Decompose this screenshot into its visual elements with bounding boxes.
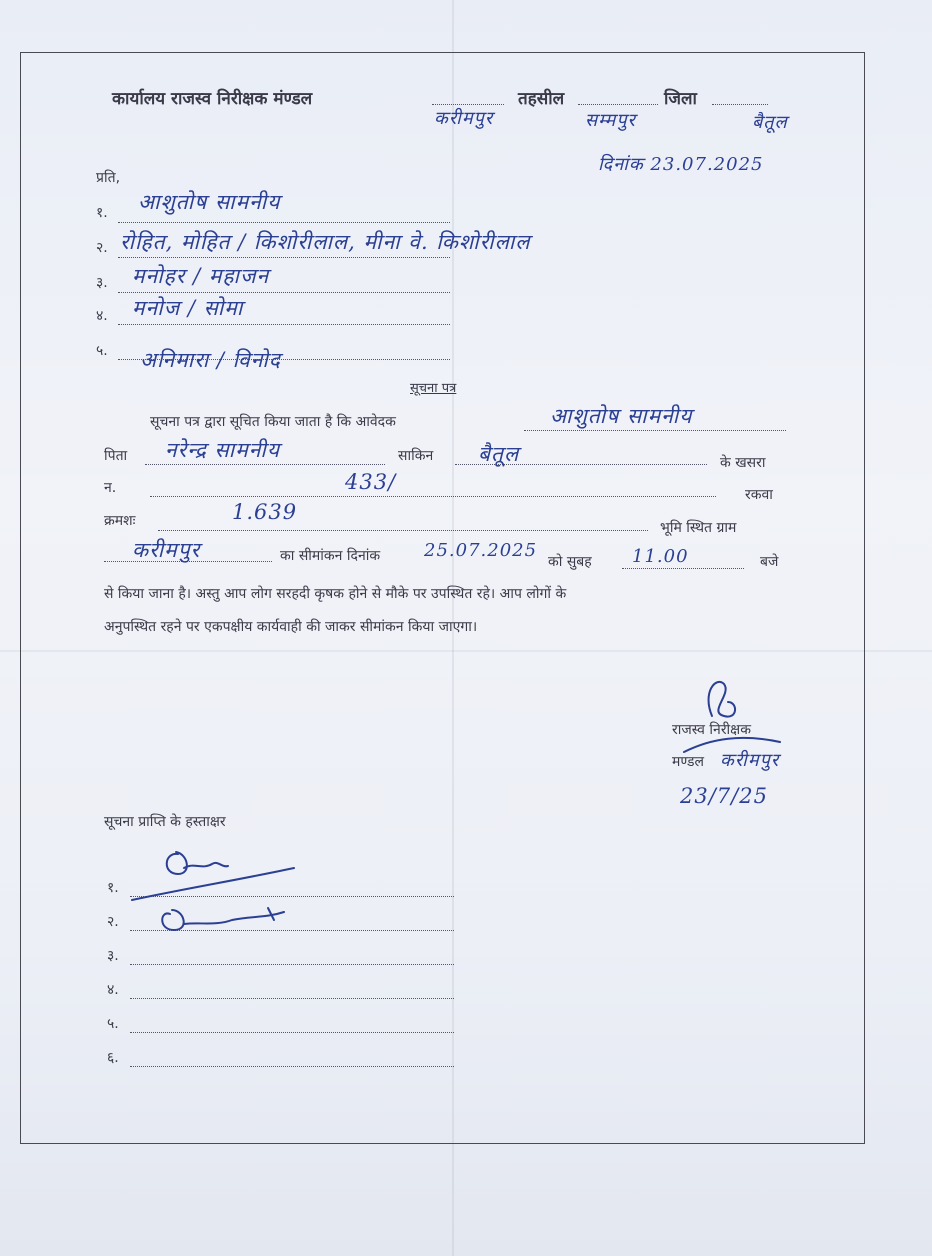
applicant-line [524,430,786,431]
receipt-num-5: ५. [107,1016,119,1032]
baje-label: बजे [760,554,779,570]
recipient-name-3: मनोहर / महाजन [132,264,270,288]
prati-label: प्रति, [96,170,121,186]
father-line [145,464,385,465]
recipient-line-2 [118,257,450,258]
signatory-date-handwritten: 23/7/25 [680,784,768,808]
sakin-handwritten: बैतूल [478,442,520,466]
applicant-handwritten: आशुतोष सामनीय [550,404,693,428]
notice-line1-text: सूचना पत्र द्वारा सूचित किया जाता है कि आवेदक [150,414,396,430]
district-label: जिला [664,89,697,109]
signatory-mandal-handwritten: करीमपुर [720,750,780,771]
recipient-line-4 [118,324,450,325]
khasra-label: के खसरा [720,455,766,471]
recipient-name-5: अनिमारा / विनोद [140,348,281,372]
rakba-label: रकवा [745,487,773,503]
recipient-num-2: २. [96,240,108,256]
recipient-line-3 [118,292,450,293]
tehsil-label: तहसील [518,89,565,109]
father-label: पिता [104,448,128,464]
receipt-signature-2 [140,900,290,946]
receipt-num-1: १. [107,880,119,896]
notice-para-line3: अनुपस्थित रहने पर एकपक्षीय कार्यवाही की जाकर सीमांकन किया जाएगा। [104,619,478,635]
receipt-signature-1 [128,844,298,904]
tehsil-dots [578,104,658,105]
mandal-handwritten: करीमपुर [434,108,494,129]
tehsil-handwritten: सम्मपुर [585,110,636,131]
village-handwritten: करीमपुर [132,538,201,562]
kramash-label: क्रमशः [104,513,136,529]
time-line [622,568,744,569]
seemankan-date-handwritten: 25.07.2025 [424,540,538,561]
sakin-label: साकिन [398,448,434,464]
recipient-name-2: रोहित, मोहित / किशोरीलाल, मीना वे. किशोरीलाल [120,230,531,254]
mandal-dots [432,104,504,105]
area-handwritten: 1.639 [232,500,298,524]
date-handwritten: दिनांक 23.07.2025 [598,154,764,175]
district-handwritten: बैतूल [752,112,788,133]
na-label: न. [104,480,117,496]
recipient-num-4: ४. [96,308,108,324]
signatory-mandal-label: मण्डल [672,754,705,770]
receipt-line-5 [130,1032,454,1033]
receipt-line-3 [130,964,454,965]
notice-para-line2: से किया जाना है। अस्तु आप लोग सरहदी कृषक होने से मौके पर उपस्थित रहे। आप लोगों के [104,586,567,602]
area-line [158,530,648,531]
khasra-handwritten: 433/ [345,470,397,494]
receipt-num-3: ३. [107,948,119,964]
receipt-num-2: २. [107,914,119,930]
subah-label: को सुबह [548,554,592,570]
receipt-line-6 [130,1066,454,1067]
signatory-designation: राजस्व निरीक्षक [672,722,751,738]
father-handwritten: नरेन्द्र सामनीय [165,438,281,462]
seemankan-label: का सीमांकन दिनांक [280,548,381,564]
receipt-num-6: ६. [107,1050,119,1066]
notice-title: सूचना पत्र [410,381,457,396]
recipient-num-3: ३. [96,275,108,291]
time-handwritten: 11.00 [632,546,689,567]
recipient-name-1: आशुतोष सामनीय [138,190,281,214]
khasra-line [150,496,716,497]
recipient-num-5: ५. [96,343,108,359]
receipt-line-4 [130,998,454,999]
village-label: भूमि स्थित ग्राम [660,520,737,536]
recipient-line-1 [118,222,450,223]
office-label: कार्यालय राजस्व निरीक्षक मंण्डल [112,89,313,109]
recipient-name-4: मनोज / सोमा [132,296,244,320]
receipt-num-4: ४. [107,982,119,998]
district-dots [712,104,768,105]
receipt-title: सूचना प्राप्ति के हस्ताक्षर [104,814,226,830]
recipient-num-1: १. [96,205,108,221]
